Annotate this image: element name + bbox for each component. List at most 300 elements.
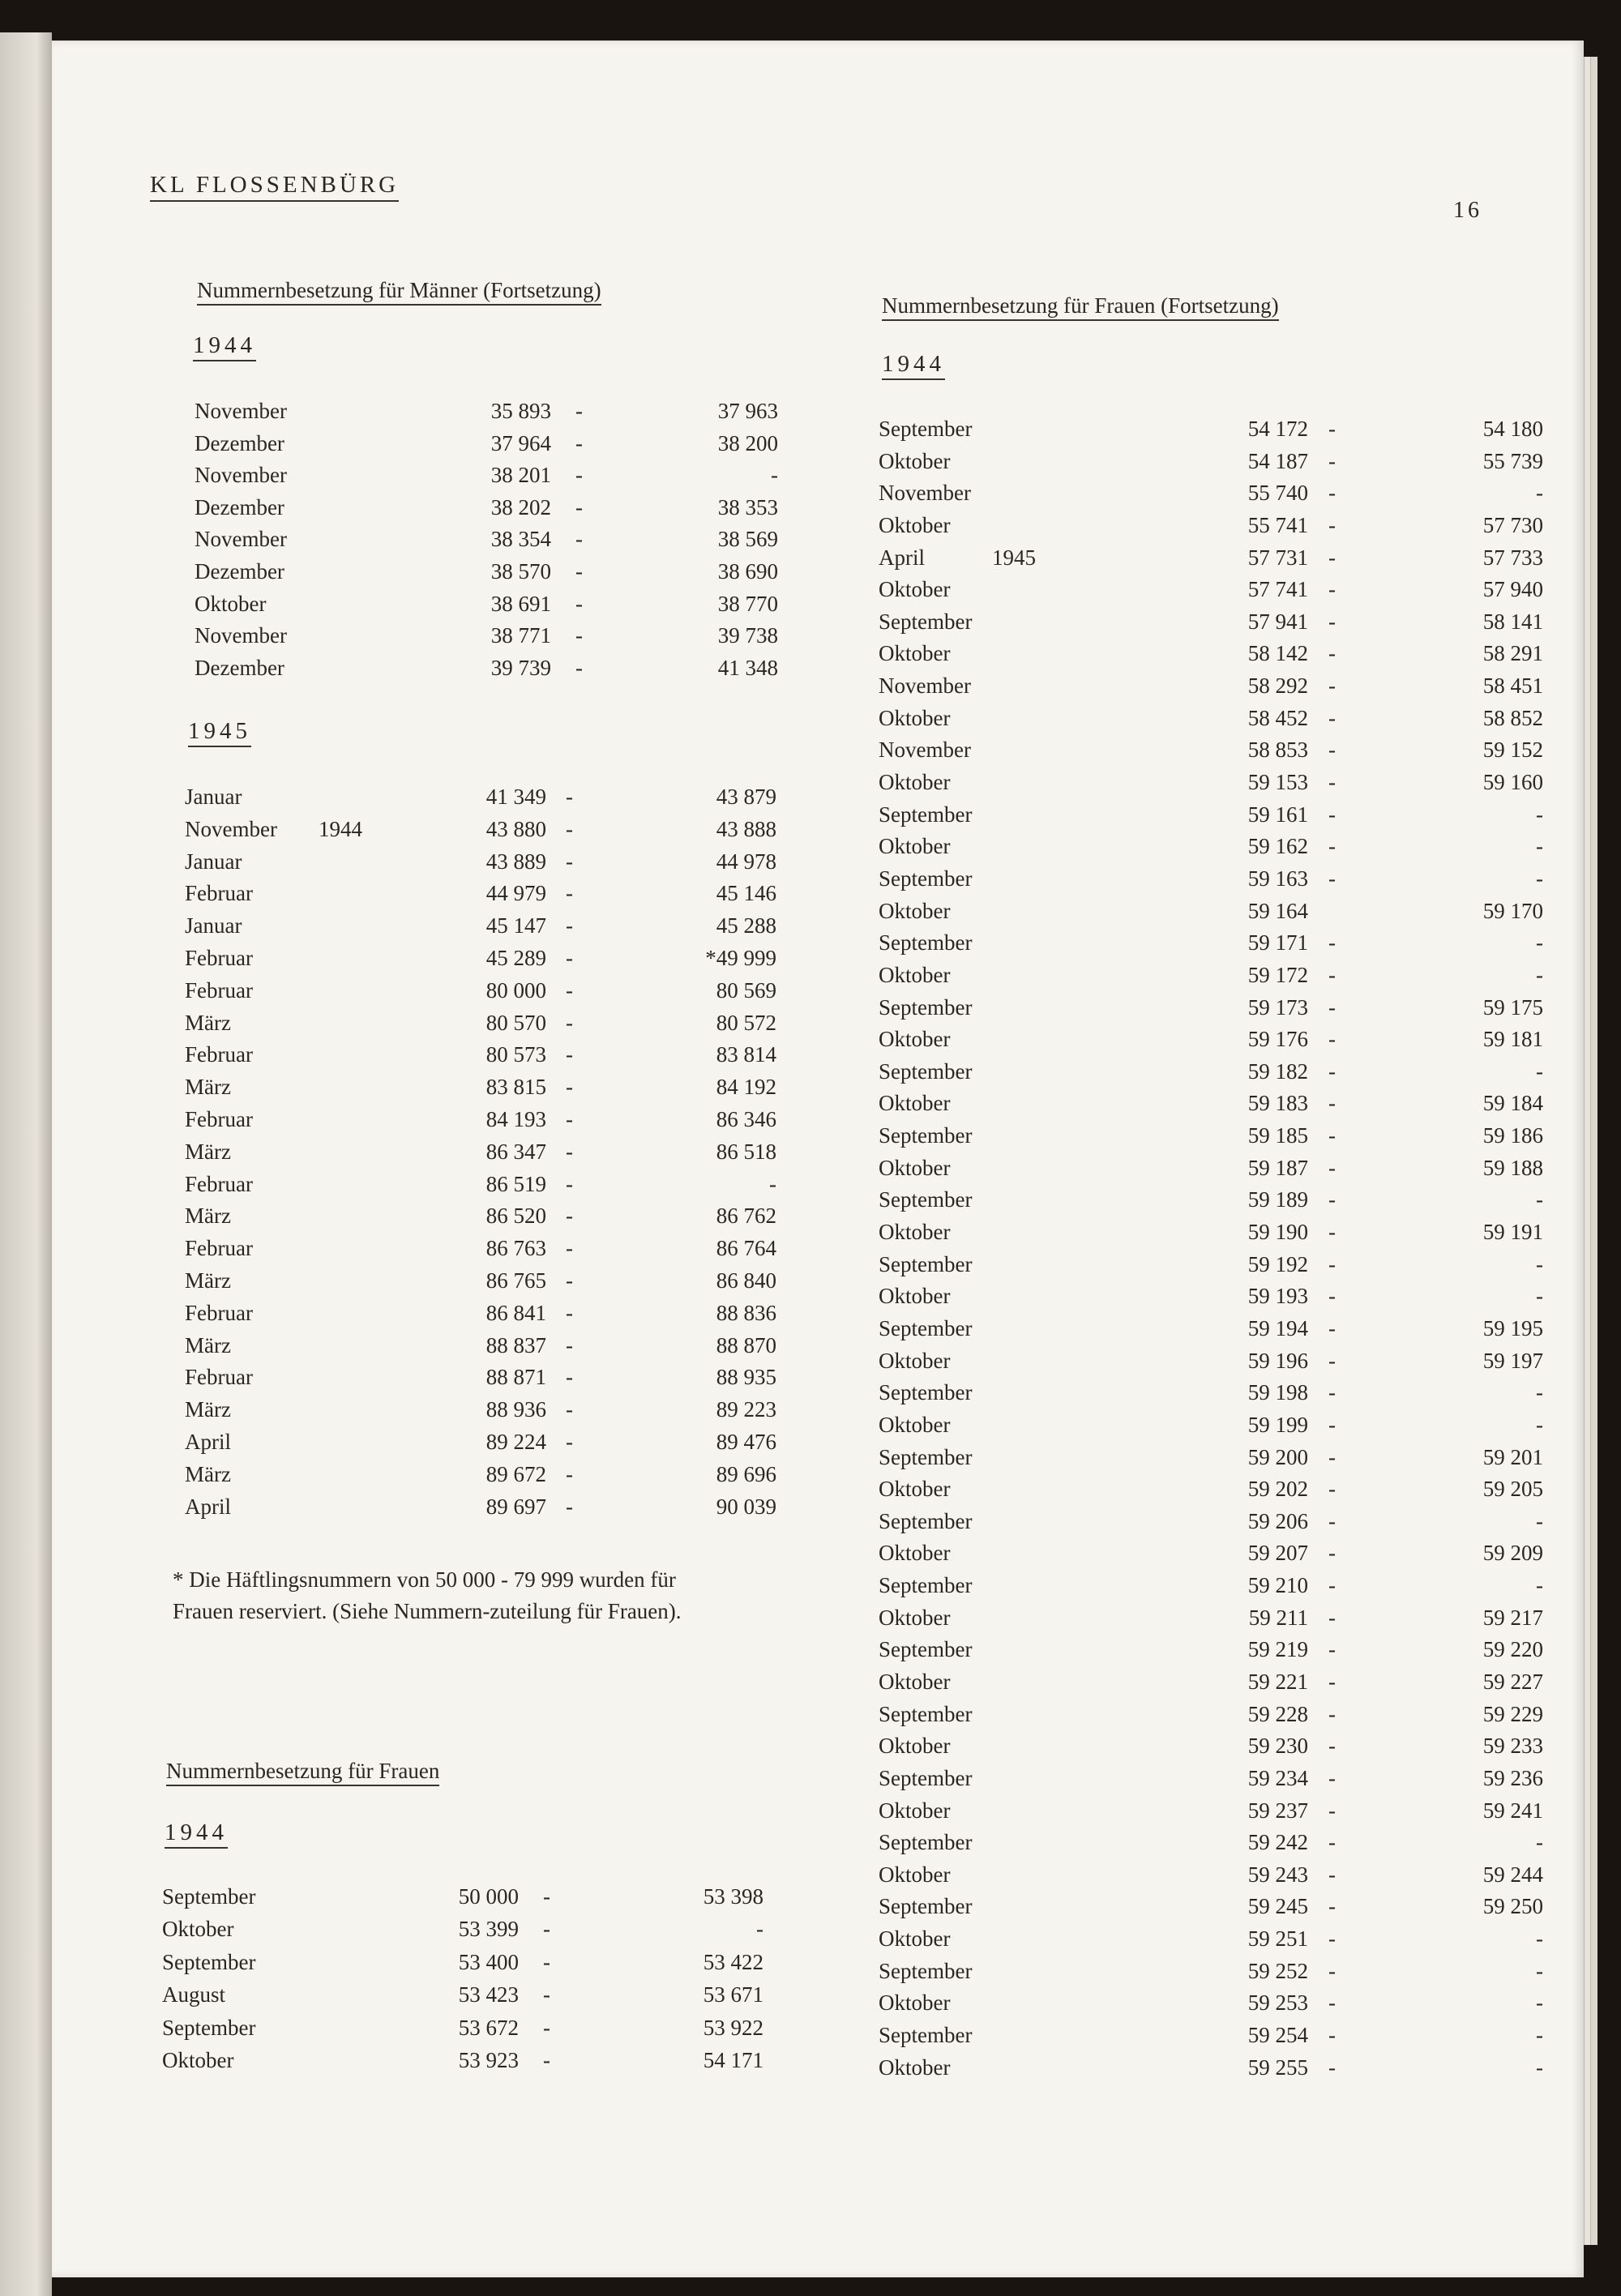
range-end-cell: 59 191 bbox=[1482, 1220, 1543, 1245]
range-end-cell: - bbox=[1536, 1412, 1543, 1437]
range-dash: - bbox=[1328, 673, 1336, 699]
month-cell: März bbox=[185, 1204, 231, 1229]
table-row bbox=[185, 816, 776, 849]
table-row bbox=[879, 802, 1543, 835]
range-end-cell: - bbox=[1536, 1958, 1543, 1983]
month-cell: September bbox=[879, 1830, 973, 1855]
month-cell: März bbox=[185, 1461, 231, 1486]
range-start-cell: 86 347 bbox=[485, 1139, 546, 1164]
table-row bbox=[162, 1917, 763, 1949]
month-cell: Oktober bbox=[879, 962, 951, 987]
range-dash: - bbox=[566, 1204, 573, 1229]
range-start-cell: 38 691 bbox=[490, 591, 551, 616]
range-end-cell: 53 398 bbox=[703, 1884, 763, 1909]
table-row bbox=[195, 494, 778, 528]
table-row bbox=[879, 545, 1543, 578]
table-row bbox=[879, 481, 1543, 513]
month-cell: April bbox=[185, 1429, 231, 1454]
document-header: KL FLOSSENBÜRG bbox=[150, 172, 399, 202]
range-dash: - bbox=[566, 1139, 573, 1164]
range-end-cell: - bbox=[1536, 481, 1543, 506]
range-dash: - bbox=[1328, 1637, 1336, 1662]
table-row bbox=[879, 1315, 1543, 1349]
range-dash: - bbox=[1328, 1155, 1336, 1180]
month-cell: Februar bbox=[185, 1300, 253, 1325]
month-cell: September bbox=[879, 1380, 973, 1405]
range-start-cell: 80 573 bbox=[485, 1042, 546, 1067]
table-row bbox=[879, 1123, 1543, 1156]
range-end-cell: - bbox=[1536, 1830, 1543, 1855]
range-end-cell: 57 733 bbox=[1482, 545, 1543, 570]
range-start-cell: 59 245 bbox=[1247, 1894, 1308, 1919]
table-row bbox=[879, 1669, 1543, 1702]
month-cell: September bbox=[879, 2023, 973, 2048]
range-end-cell: 55 739 bbox=[1482, 448, 1543, 473]
range-dash: - bbox=[1328, 1477, 1336, 1502]
table-row bbox=[162, 1982, 763, 2015]
men-1945-table bbox=[185, 785, 776, 1526]
table-row bbox=[879, 1444, 1543, 1477]
range-dash: - bbox=[1328, 1123, 1336, 1148]
range-end-cell: 44 978 bbox=[716, 849, 776, 874]
range-dash: - bbox=[575, 591, 583, 616]
month-cell: November bbox=[195, 527, 287, 552]
month-cell: März bbox=[185, 1139, 231, 1164]
range-start-cell: 88 871 bbox=[485, 1365, 546, 1390]
range-start-cell: 89 672 bbox=[485, 1461, 546, 1486]
range-end-cell: 86 840 bbox=[716, 1268, 776, 1293]
range-end-cell: 58 852 bbox=[1482, 705, 1543, 730]
month-cell: September bbox=[879, 609, 973, 634]
month-cell: Oktober bbox=[879, 834, 951, 859]
range-dash: - bbox=[566, 1171, 573, 1196]
table-row bbox=[879, 1605, 1543, 1638]
range-end-cell: 59 181 bbox=[1482, 1027, 1543, 1052]
month-cell: September bbox=[879, 1187, 973, 1212]
table-row bbox=[879, 1573, 1543, 1605]
range-start-cell: 59 255 bbox=[1247, 2054, 1308, 2080]
range-start-cell: 54 187 bbox=[1247, 448, 1308, 473]
range-dash: - bbox=[1328, 1894, 1336, 1919]
range-end-cell: 88 836 bbox=[716, 1300, 776, 1325]
range-end-cell: 59 233 bbox=[1482, 1734, 1543, 1759]
range-end-cell: 58 451 bbox=[1482, 673, 1543, 699]
month-cell: Februar bbox=[185, 1365, 253, 1390]
range-end-cell: - bbox=[1536, 2054, 1543, 2080]
table-row bbox=[185, 1171, 776, 1204]
range-end-cell: 38 770 bbox=[717, 591, 778, 616]
range-start-cell: 38 570 bbox=[490, 558, 551, 584]
table-row bbox=[195, 623, 778, 656]
range-end-cell: 37 963 bbox=[717, 399, 778, 423]
range-start-cell: 45 147 bbox=[485, 913, 546, 938]
table-row bbox=[879, 1701, 1543, 1734]
range-start-cell: 55 741 bbox=[1247, 512, 1308, 537]
range-start-cell: 59 162 bbox=[1247, 834, 1308, 859]
range-end-cell: - bbox=[1536, 1990, 1543, 2016]
table-row bbox=[879, 1027, 1543, 1059]
range-start-cell: 57 731 bbox=[1247, 545, 1308, 570]
range-dash: - bbox=[1328, 802, 1336, 827]
range-end-cell: - bbox=[1536, 1058, 1543, 1084]
table-row bbox=[185, 1042, 776, 1075]
range-end-cell: - bbox=[1536, 930, 1543, 956]
table-row bbox=[879, 930, 1543, 963]
range-dash: - bbox=[575, 623, 583, 648]
month-cell: Oktober bbox=[879, 1605, 951, 1630]
month-cell: September bbox=[879, 1958, 973, 1983]
range-start-cell: 59 194 bbox=[1247, 1315, 1308, 1340]
range-end-cell: 58 141 bbox=[1482, 609, 1543, 634]
table-row bbox=[162, 2015, 763, 2048]
month-cell: Februar bbox=[185, 881, 253, 906]
range-start-cell: 59 228 bbox=[1247, 1701, 1308, 1726]
range-start-cell: 59 221 bbox=[1247, 1669, 1308, 1694]
month-cell: September bbox=[879, 930, 973, 956]
table-row bbox=[879, 962, 1543, 995]
range-dash: - bbox=[575, 430, 583, 455]
month-cell: September bbox=[162, 1949, 256, 1974]
range-dash: - bbox=[1328, 705, 1336, 730]
month-cell: Oktober bbox=[879, 1862, 951, 1887]
range-dash: - bbox=[1328, 1830, 1336, 1855]
range-end-cell: 59 197 bbox=[1482, 1348, 1543, 1373]
range-dash: - bbox=[1328, 1380, 1336, 1405]
range-start-cell: 83 815 bbox=[485, 1075, 546, 1100]
range-start-cell: 59 199 bbox=[1247, 1412, 1308, 1437]
table-row bbox=[879, 1380, 1543, 1413]
range-end-cell: 88 935 bbox=[716, 1365, 776, 1390]
range-start-cell: 37 964 bbox=[490, 430, 551, 455]
range-start-cell: 80 000 bbox=[485, 977, 546, 1003]
range-dash: - bbox=[1328, 994, 1336, 1020]
table-row bbox=[879, 1091, 1543, 1123]
range-end-cell: 59 188 bbox=[1482, 1155, 1543, 1180]
page-stack-edge bbox=[1590, 57, 1597, 2245]
range-start-cell: 80 570 bbox=[485, 1010, 546, 1035]
month-cell: November bbox=[195, 623, 287, 648]
range-start-cell: 57 941 bbox=[1247, 609, 1308, 634]
range-dash: - bbox=[1328, 1541, 1336, 1566]
month-cell: Oktober bbox=[879, 1412, 951, 1437]
month-cell: Oktober bbox=[879, 1220, 951, 1245]
table-row bbox=[185, 1236, 776, 1268]
range-start-cell: 59 173 bbox=[1247, 994, 1308, 1020]
month-cell: September bbox=[879, 1058, 973, 1084]
range-end-cell: 59 227 bbox=[1482, 1669, 1543, 1694]
range-end-cell: 38 690 bbox=[717, 558, 778, 584]
range-dash: - bbox=[566, 881, 573, 906]
range-dash: - bbox=[566, 1010, 573, 1035]
range-start-cell: 59 163 bbox=[1247, 866, 1308, 891]
table-row bbox=[185, 913, 776, 946]
month-cell: Oktober bbox=[879, 1348, 951, 1373]
range-start-cell: 38 354 bbox=[490, 527, 551, 552]
range-start-cell: 58 853 bbox=[1247, 738, 1308, 763]
month-cell: Dezember bbox=[195, 494, 284, 519]
table-row bbox=[185, 1075, 776, 1107]
range-end-cell: 59 186 bbox=[1482, 1123, 1543, 1148]
range-dash: - bbox=[566, 849, 573, 874]
table-row bbox=[879, 1187, 1543, 1220]
range-dash: - bbox=[1328, 1573, 1336, 1598]
range-start-cell: 89 697 bbox=[485, 1494, 546, 1519]
range-start-cell: 59 198 bbox=[1247, 1380, 1308, 1405]
range-dash: - bbox=[1328, 738, 1336, 763]
range-start-cell: 57 741 bbox=[1247, 577, 1308, 602]
table-row bbox=[185, 1429, 776, 1462]
range-dash: - bbox=[1328, 1412, 1336, 1437]
range-start-cell: 58 142 bbox=[1247, 641, 1308, 666]
range-end-cell: 59 229 bbox=[1482, 1701, 1543, 1726]
month-cell: November bbox=[185, 816, 277, 841]
table-row bbox=[879, 1412, 1543, 1445]
range-dash: - bbox=[1328, 1605, 1336, 1630]
men-year-1944: 1944 bbox=[193, 332, 256, 361]
table-row bbox=[195, 430, 778, 464]
table-row bbox=[195, 399, 778, 431]
women-continued-table bbox=[879, 417, 1543, 2087]
range-start-cell: 59 153 bbox=[1247, 770, 1308, 795]
range-dash: - bbox=[1328, 1348, 1336, 1373]
range-dash: - bbox=[566, 1494, 573, 1519]
range-dash: - bbox=[543, 1884, 550, 1909]
range-dash: - bbox=[1328, 609, 1336, 634]
table-row bbox=[185, 1397, 776, 1430]
month-cell: Oktober bbox=[879, 1284, 951, 1309]
month-cell: September bbox=[879, 1251, 973, 1276]
range-dash: - bbox=[1328, 481, 1336, 506]
range-dash: - bbox=[575, 494, 583, 519]
range-end-cell: 59 201 bbox=[1482, 1444, 1543, 1469]
range-start-cell: 59 252 bbox=[1247, 1958, 1308, 1983]
range-start-cell: 38 771 bbox=[490, 623, 551, 648]
range-end-cell: 83 814 bbox=[716, 1042, 776, 1067]
table-row bbox=[185, 1365, 776, 1397]
range-dash: - bbox=[566, 1106, 573, 1131]
range-end-cell: 59 152 bbox=[1482, 738, 1543, 763]
range-dash: - bbox=[1328, 1734, 1336, 1759]
range-dash: - bbox=[566, 816, 573, 841]
month-cell: September bbox=[879, 994, 973, 1020]
range-start-cell: 88 936 bbox=[485, 1397, 546, 1422]
range-start-cell: 59 219 bbox=[1247, 1637, 1308, 1662]
range-start-cell: 44 979 bbox=[485, 881, 546, 906]
month-cell: September bbox=[162, 1884, 256, 1909]
range-start-cell: 59 190 bbox=[1247, 1220, 1308, 1245]
table-row bbox=[195, 527, 778, 559]
month-cell: August bbox=[162, 1982, 226, 2007]
table-row bbox=[879, 1798, 1543, 1831]
range-end-cell: - bbox=[1536, 1284, 1543, 1309]
range-dash: - bbox=[566, 1300, 573, 1325]
month-cell: März bbox=[185, 1010, 231, 1035]
range-end-cell: *49 999 bbox=[705, 945, 776, 970]
range-start-cell: 59 200 bbox=[1247, 1444, 1308, 1469]
range-end-cell: 57 730 bbox=[1482, 512, 1543, 537]
range-start-cell: 86 765 bbox=[485, 1268, 546, 1293]
table-row bbox=[879, 673, 1543, 706]
table-row bbox=[879, 1894, 1543, 1926]
range-end-cell: 38 569 bbox=[717, 527, 778, 552]
range-start-cell: 59 254 bbox=[1247, 2023, 1308, 2048]
range-dash: - bbox=[1328, 930, 1336, 956]
range-start-cell: 59 161 bbox=[1247, 802, 1308, 827]
month-cell: Dezember bbox=[195, 655, 284, 680]
range-start-cell: 38 202 bbox=[490, 494, 551, 519]
table-row bbox=[879, 1541, 1543, 1573]
table-row bbox=[879, 1926, 1543, 1959]
range-end-cell: - bbox=[1536, 1508, 1543, 1533]
range-start-cell: 59 243 bbox=[1247, 1862, 1308, 1887]
month-cell: November bbox=[879, 673, 971, 699]
range-dash: - bbox=[575, 399, 583, 423]
month-cell: Oktober bbox=[879, 1990, 951, 2016]
range-dash: - bbox=[1328, 1508, 1336, 1533]
range-end-cell: 38 200 bbox=[717, 430, 778, 455]
table-row bbox=[185, 1332, 776, 1366]
range-end-cell: 39 738 bbox=[717, 623, 778, 648]
range-end-cell: 80 572 bbox=[716, 1010, 776, 1035]
table-row bbox=[879, 448, 1543, 481]
range-start-cell: 59 242 bbox=[1247, 1830, 1308, 1855]
range-dash: - bbox=[1328, 1315, 1336, 1340]
range-dash: - bbox=[575, 463, 583, 488]
range-end-cell: - bbox=[771, 463, 778, 488]
facing-page-edge bbox=[0, 32, 52, 2296]
range-dash: - bbox=[1328, 2054, 1336, 2080]
month-cell: November bbox=[195, 399, 287, 423]
month-cell: Oktober bbox=[879, 1798, 951, 1823]
range-end-cell: 53 671 bbox=[703, 1982, 763, 2007]
range-start-cell: 59 210 bbox=[1247, 1573, 1308, 1598]
month-cell: November bbox=[879, 481, 971, 506]
range-dash: - bbox=[1328, 1284, 1336, 1309]
month-cell: Januar bbox=[185, 785, 242, 809]
table-row bbox=[879, 2054, 1543, 2088]
range-dash: - bbox=[1328, 1990, 1336, 2016]
month-cell: Oktober bbox=[879, 1477, 951, 1502]
range-dash: - bbox=[1328, 545, 1336, 570]
range-end-cell: 45 288 bbox=[716, 913, 776, 938]
range-start-cell: 59 182 bbox=[1247, 1058, 1308, 1084]
range-dash: - bbox=[566, 1042, 573, 1067]
range-end-cell: 89 476 bbox=[716, 1429, 776, 1454]
range-start-cell: 84 193 bbox=[485, 1106, 546, 1131]
range-start-cell: 59 176 bbox=[1247, 1027, 1308, 1052]
table-row bbox=[879, 738, 1543, 770]
range-end-cell: 59 217 bbox=[1482, 1605, 1543, 1630]
range-start-cell: 59 237 bbox=[1247, 1798, 1308, 1823]
month-cell: April bbox=[879, 545, 925, 570]
range-dash: - bbox=[1328, 1765, 1336, 1790]
range-dash: - bbox=[566, 785, 573, 809]
range-dash: - bbox=[543, 1917, 550, 1942]
range-end-cell: 57 940 bbox=[1482, 577, 1543, 602]
range-start-cell: 41 349 bbox=[485, 785, 546, 809]
month-cell: September bbox=[879, 802, 973, 827]
table-row bbox=[185, 881, 776, 913]
range-start-cell: 39 739 bbox=[490, 655, 551, 680]
range-dash: - bbox=[566, 1461, 573, 1486]
range-start-cell: 59 234 bbox=[1247, 1765, 1308, 1790]
range-end-cell: 58 291 bbox=[1482, 641, 1543, 666]
range-dash: - bbox=[566, 1075, 573, 1100]
month-cell: Februar bbox=[185, 1236, 253, 1261]
women-year-1944: 1944 bbox=[165, 1819, 228, 1849]
table-row bbox=[195, 463, 778, 495]
table-row bbox=[879, 1862, 1543, 1895]
range-end-cell: 59 241 bbox=[1482, 1798, 1543, 1823]
range-end-cell: - bbox=[1536, 1573, 1543, 1598]
month-cell: Oktober bbox=[879, 1926, 951, 1952]
table-row bbox=[879, 898, 1543, 931]
range-start-cell: 86 841 bbox=[485, 1300, 546, 1325]
range-start-cell: 53 672 bbox=[458, 2015, 519, 2040]
table-row bbox=[879, 866, 1543, 899]
range-dash: - bbox=[566, 945, 573, 970]
range-start-cell: 59 189 bbox=[1247, 1187, 1308, 1212]
range-start-cell: 35 893 bbox=[490, 399, 551, 423]
range-end-cell: 59 205 bbox=[1482, 1477, 1543, 1502]
month-cell: März bbox=[185, 1332, 231, 1358]
range-end-cell: - bbox=[1536, 1251, 1543, 1276]
month-cell: Oktober bbox=[879, 898, 951, 923]
range-start-cell: 86 520 bbox=[485, 1204, 546, 1229]
month-cell: Februar bbox=[185, 977, 253, 1003]
range-start-cell: 86 763 bbox=[485, 1236, 546, 1261]
table-row bbox=[879, 1990, 1543, 2023]
month-cell: Oktober bbox=[195, 591, 267, 616]
table-row bbox=[185, 785, 776, 817]
month-cell: Dezember bbox=[195, 558, 284, 584]
range-end-cell: 43 888 bbox=[716, 816, 776, 841]
range-start-cell: 53 923 bbox=[458, 2047, 519, 2072]
range-dash: - bbox=[1328, 962, 1336, 987]
table-row bbox=[185, 1204, 776, 1236]
range-end-cell: - bbox=[769, 1171, 776, 1196]
table-row bbox=[185, 1106, 776, 1139]
table-row bbox=[879, 577, 1543, 609]
men-1944-table bbox=[195, 399, 778, 687]
range-dash: - bbox=[1328, 1444, 1336, 1469]
range-dash: - bbox=[1328, 1091, 1336, 1116]
table-row bbox=[879, 1958, 1543, 1991]
range-start-cell: 59 185 bbox=[1247, 1123, 1308, 1148]
table-row bbox=[879, 1251, 1543, 1285]
range-dash: - bbox=[566, 1429, 573, 1454]
range-start-cell: 59 253 bbox=[1247, 1990, 1308, 2016]
month-cell: November bbox=[195, 463, 287, 488]
month-cell: Oktober bbox=[879, 512, 951, 537]
month-cell: Oktober bbox=[879, 770, 951, 795]
table-row bbox=[879, 512, 1543, 545]
month-cell: März bbox=[185, 1268, 231, 1293]
range-dash: - bbox=[543, 2047, 550, 2072]
table-row bbox=[879, 641, 1543, 673]
range-start-cell: 89 224 bbox=[485, 1429, 546, 1454]
range-dash: - bbox=[1328, 577, 1336, 602]
table-row bbox=[185, 1494, 776, 1527]
month-cell: September bbox=[879, 1573, 973, 1598]
range-start-cell: 50 000 bbox=[458, 1884, 519, 1909]
table-row bbox=[185, 1268, 776, 1301]
table-row bbox=[879, 1765, 1543, 1798]
range-start-cell: 59 211 bbox=[1248, 1605, 1308, 1630]
range-end-cell: 59 220 bbox=[1482, 1637, 1543, 1662]
year-cell: 1944 bbox=[319, 816, 362, 841]
women-1944-table bbox=[162, 1884, 763, 2080]
